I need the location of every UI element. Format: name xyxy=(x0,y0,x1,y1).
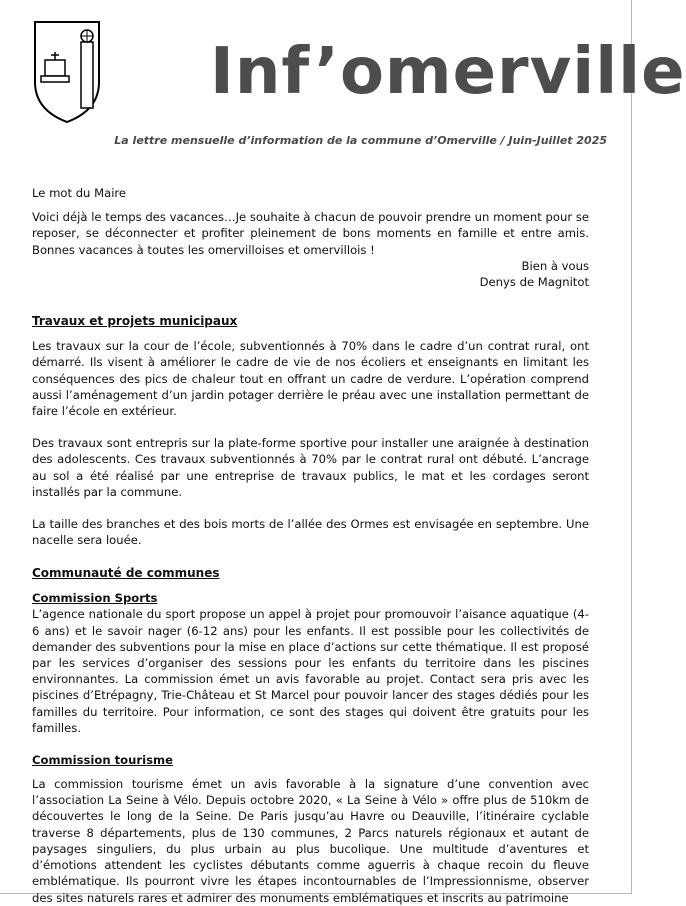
newsletter-title: Inf’omerville xyxy=(210,35,686,109)
travaux-paragraph: Les travaux sur la cour de l’école, subventionnés à 70% dans le cadre d’un contrat rural, ont démarré. Ils visent à améliorer le cadre de vie de nos écoliers et enseignants en limitant les conséquences des pics de chaleur tout en offrant un cadre de verdure. L’opération comprend aussi l’aménagement d’un jardin potager derrière le préau avec une installation permettant de faire l’école en extérieur. xyxy=(32,339,589,419)
tourisme-heading: Commission tourisme xyxy=(32,753,173,768)
travaux-paragraph: La taille des branches et des bois morts de l’allée des Ormes est envisagée en septembre. Une nacelle sera louée. xyxy=(32,517,589,548)
sports-text: L’agence nationale du sport propose un appel à projet pour promouvoir l’aisance aquatique (4-6 ans) et le savoir nager (6-12 ans) pour les enfants. Il est possible pour les collectivités de demander des subventions pour la mise en place d’actions sur cette thématique. Il est proposé par les services d’organiser des sessions pour les enfants du territoire dans les piscines environnantes. La commission émet un avis favorable au projet. Contact sera pris avec les piscines d’Etrépagny, Trie-Château et St Marcel pour pouvoir lancer des stages dédiés pour les familles du territoire. Pour information, ce sont des stages qui doivent être gratuits pour les familles. xyxy=(32,607,589,735)
travaux-heading: Travaux et projets municipaux xyxy=(32,314,238,329)
tourisme-text: La commission tourisme émet un avis favorable à la signature d’une convention avec l’association La Seine à Vélo. Depuis octobre 2020, « La Seine à Vélo » offre plus de 510km de découvertes le long de la Seine. De Paris jusqu’au Havre ou Deauville, l’itinéraire cyclable traverse 8 départements, plus de 130 communes, 2 Parcs naturels régionaux et autant de paysages singuliers, du plus urbain au plus bucolique. Une multitude d’aventures et d’émotions attendent les cyclistes débutants comme aguerris à chaque recoin du fleuve emblématique. Ils pourront vivre les étapes incontournables de l’Impressionnisme, observer des sites naturels rares et admirer des monuments emblématiques et inscrits au patrimoine xyxy=(32,777,589,905)
coat-of-arms-icon xyxy=(33,20,101,124)
maire-heading: Le mot du Maire xyxy=(32,186,127,200)
newsletter-body xyxy=(32,185,589,906)
newsletter-subtitle: La lettre mensuelle d’information de la commune d’Omerville / Juin-Juillet 2025 xyxy=(114,134,607,147)
communaute-heading: Communauté de communes xyxy=(32,566,220,581)
travaux-paragraph: Des travaux sont entrepris sur la plate-forme sportive pour installer une araignée à destination des adolescents. Ces travaux subventionnés à 70% par le contrat rural ont débuté. L’ancrage au sol a été réalisé par une entreprise de travaux publics, le mat et les cordages seront installés par la commune. xyxy=(32,436,589,499)
sports-heading: Commission Sports xyxy=(32,591,158,606)
maire-signature: Denys de Magnitot xyxy=(479,275,589,290)
maire-closing: Bien à vous xyxy=(521,258,589,273)
maire-text: Voici déjà le temps des vacances…Je souhaite à chacun de pouvoir prendre un moment pour se reposer, se déconnecter et profiter pleinement de bons moments en famille et entre amis. Bonnes vacances à toutes les omervilloises et omervillois ! xyxy=(32,210,589,257)
